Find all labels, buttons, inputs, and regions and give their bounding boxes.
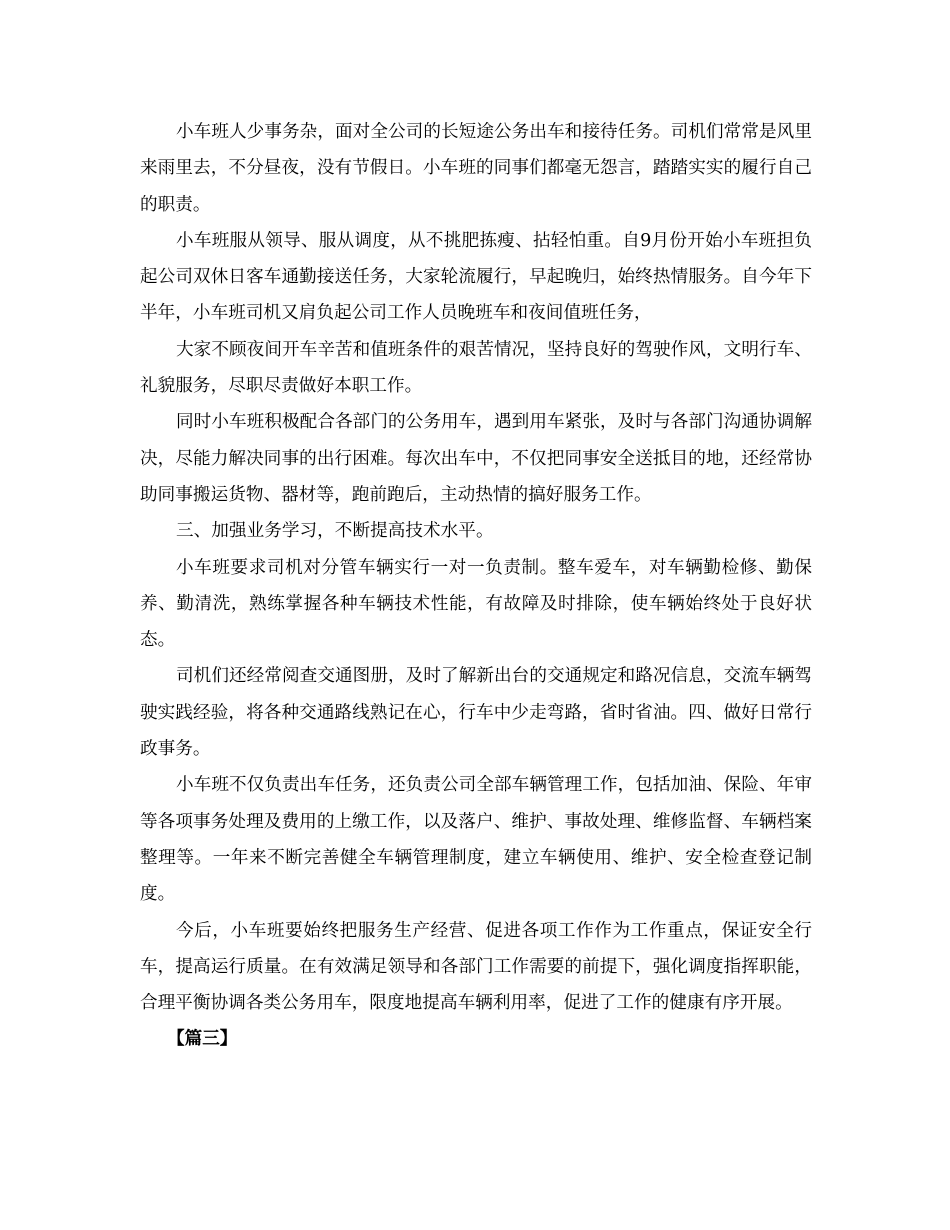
paragraph-future-plan: 今后，小车班要始终把服务生产经营、促进各项工作作为工作重点，保证安全行车，提高运行质量。在有效满足领导和各部门工作需要的前提下，强化调度指挥职能，合理平衡协调各类公务用车，限度地提高车辆利用率，促进了工作的健康有序开展。: [140, 920, 812, 1014]
paragraph-traffic-study: 司机们还经常阅查交通图册，及时了解新出台的交通规定和路况信息，交流车辆驾驶实践经验，将各种交通路线熟记在心，行车中少走弯路，省时省油。四、做好日常行政事务。: [140, 666, 812, 760]
paragraph-vehicle-management: 小车班不仅负责出车任务，还负责公司全部车辆管理工作，包括加油、保险、年审等各项事务处理及费用的上缴工作，以及落户、维护、事故处理、维修监督、车辆档案整理等。一年来不断完善健全车辆管理制度，建立车辆使用、维护、安全检查登记制度。: [140, 775, 812, 905]
paragraph-obey-dispatch: 小车班服从领导、服从调度，从不挑肥拣瘦、拈轻怕重。自9月份开始小车班担负起公司双休日客车通勤接送任务，大家轮流履行，早起晚归，始终热情服务。自今年下半年，小车班司机又肩负起公司工作人员晚班车和夜间值班任务，: [140, 230, 812, 324]
paragraph-night-driving: 大家不顾夜间开车辛苦和值班条件的艰苦情况，坚持良好的驾驶作风，文明行车、礼貌服务，尽职尽责做好本职工作。: [140, 339, 812, 397]
paragraph-vehicle-responsibility: 小车班要求司机对分管车辆实行一对一负责制。整车爱车，对车辆勤检修、勤保养、勤清洗，熟练掌握各种车辆技术性能，有故障及时排除，使车辆始终处于良好状态。: [140, 557, 812, 651]
paragraph-section-three-title: 三、加强业务学习，不断提高技术水平。: [176, 521, 494, 542]
paragraph-cooperation: 同时小车班积极配合各部门的公务用车，遇到用车紧张，及时与各部门沟通协调解决，尽能力解决同事的出行困难。每次出车中，不仅把同事安全送抵目的地，还经常协助同事搬运货物、器材等，跑前跑后，主动热情的搞好服务工作。: [140, 412, 812, 505]
section-heading: 【篇三】: [167, 1028, 238, 1050]
paragraph-duties: 小车班人少事务杂，面对全公司的长短途公务出车和接待任务。司机们常常是风里来雨里去，不分昼夜，没有节假日。小车班的同事们都毫无怨言，踏踏实实的履行自己的职责。: [140, 122, 812, 215]
document-page: [140, 114, 812, 1058]
